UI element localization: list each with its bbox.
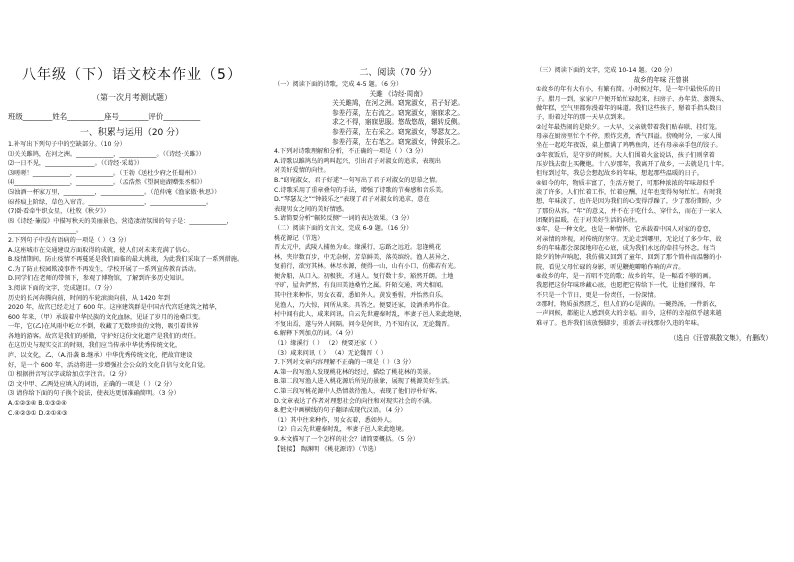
paragraph-line: 团聚的温暖，在于对美好生活的向往。 — [536, 217, 642, 224]
text-line: D.文章表达了作者对理想社会的向往和对现实社会的不满。 — [274, 397, 436, 405]
section-2-lines — [274, 147, 522, 454]
text-line: （二）阅读下面的文言文，完成 6-9 题。（16 分） — [274, 224, 413, 232]
text-line: B.疫情期间，防止疫情不再蔓延是我们面临的最大挑战，为此我们采取了一系列措施。 — [8, 256, 244, 264]
text-line: （2）自云先世避秦时乱，率妻子邑人来此绝境。 — [274, 426, 408, 434]
article-title: 故乡的年味 汪曾祺 — [633, 75, 689, 84]
text-line: 1.补写出下列句子中的空缺部分。（10 分） — [8, 141, 126, 148]
poem-line: 求之不得，寤寐思服。悠哉悠哉，辗转反侧。 — [332, 118, 464, 127]
text-line: 平旷，屋舍俨然，有良田美池桑竹之属。阡陌交通，鸡犬相闻。 — [274, 282, 448, 290]
paragraph — [536, 151, 786, 179]
text-line: 4.下列对诗歌理解和分析，不正确的一项是（ ）（3 分） — [274, 148, 427, 156]
right-column — [530, 0, 792, 562]
text-line: 2.下列句子中没有语病的一项是（ ）（3 分） — [8, 236, 131, 244]
paragraph-line: 一声问候，都能让人感到莫大的幸福。而今，这样的幸福似乎越来越 — [536, 310, 722, 318]
text-line: ⑸浊酒一杯家万里，__________，______________。（范仲淹《渔家傲·秋思》） — [8, 188, 221, 196]
paragraph-line: ⑦那时，物质虽然匮乏，但人们的心是满的。一碗热汤，一件新衣， — [536, 301, 721, 309]
paragraph — [536, 300, 786, 328]
text-line: （3）咸来问讯（ ） （4）无论魏晋（ ） — [274, 349, 387, 357]
text-line: 2020 年，故宫已经走过了 600 年。这座建筑群是中国古代宫廷建筑之精华， — [8, 304, 221, 312]
paragraph — [536, 225, 786, 272]
text-line: A.这座城市在交通建设方面取得的成就，使人们对未来充满了信心。 — [8, 246, 194, 254]
paragraph-line: 坐在一起吃年夜饭，桌上摆满了鸡鸭鱼肉，还有母亲亲手包的饺子。 — [536, 142, 722, 150]
text-line: ⑵一日不见，________________。（《诗经·采葛》） — [8, 160, 143, 168]
text-line: C.④②③① D.②①④③ — [8, 409, 68, 417]
poem-body — [274, 99, 522, 147]
paragraph-line: 压岁钱去街上买鞭炮。十八岁那年，我离开了故乡，一去就是几十年。 — [536, 160, 728, 168]
text-line: 5.请简要分析“辗转反侧”一词的表达效果。（3 分） — [274, 215, 413, 223]
text-line: ⑴ 根据拼音写汉字或给加点字注音。（2 分） — [8, 371, 131, 379]
text-line: (7)卧看牵牛织女星，（杜牧《秋夕》） — [8, 208, 110, 216]
reading-intro: （三）阅读下面的文字，完成 10-14 题。（20 分） — [536, 67, 677, 74]
text-line: 桃花源记（节选） — [274, 234, 324, 242]
paragraph-line: ⑥故乡的年，是一首唱不完的歌；故乡的年，是一幅看不够的画。 — [536, 273, 715, 281]
text-line: 7.下列对文章内容理解不正确的一项是（ ）（3 分） — [274, 359, 415, 367]
poem-line: 参差荇菜，左右流之。窈窕淑女，寤寐求之。 — [332, 108, 464, 117]
text-line: 不复出焉，遂与外人间隔。问今是何世，乃不知有汉，无论魏晋。 — [274, 320, 454, 328]
text-line: 便舍船，从口入。初极狭，才通人。复行数十步，豁然开朗。土地 — [274, 272, 454, 280]
text-line: 复前行，欲穷其林。林尽水源，便得一山，山有小口，仿佛若有光。 — [274, 263, 460, 271]
reading-intro: （一）阅读下面的诗歌，完成 4-5 题。（6 分） — [274, 81, 403, 88]
section-1-lines — [8, 140, 256, 418]
text-line: 600 年来，（甲）承载着中华民族的文化血脉，见证了岁月的沧桑巨变。 — [8, 313, 205, 321]
text-line: 一年，它(乙)在风雨中屹立不倒，收藏了无数珍贵的文物，吸引着世界 — [8, 323, 199, 331]
article-body — [536, 85, 786, 328]
text-line: D.“琴瑟友之”“钟鼓乐之”表现了君子对淑女的追求，意在 — [274, 196, 430, 204]
section-2-heading: 二、阅读（70 分） — [359, 68, 437, 78]
text-line: C.诗歌采用了重章叠句的手法，增强了诗歌的节奏感和音乐美。 — [274, 186, 448, 194]
paragraph-line: 母亲在厨房里忙个不停，煎炸烹煮，香气四溢。傍晚时分，一家人围 — [536, 132, 722, 140]
text-line: C.第三段写桃花源中人热情款待渔人，表现了他们淳朴好客。 — [274, 388, 442, 395]
text-line: B.第二段写渔人进入桃花源后所见的景象，展现了桃源美好生活。 — [274, 378, 454, 386]
paragraph-line: 不只是一个节日，更是一份责任，一份深情。 — [536, 291, 660, 299]
poem-line: 关关雎鸠，在河之洲。窈窕淑女，君子好逑。 — [332, 99, 464, 108]
text-line: ⑹苔痕上阶绿，草色入帘青。__________________，__________________。 — [8, 198, 213, 206]
text-line: 6.解释下列加点的词。（4 分） — [274, 330, 357, 338]
text-line: B.“窈窕淑女，君子好逑”一句写出了君子对淑女的思慕之情。 — [274, 176, 442, 184]
text-line: ______________________。 — [8, 227, 83, 235]
text-line: 庐、以文化，乙、（A.沿袭 B.继承）中华优秀传统文化，把故宫建设 — [8, 352, 193, 360]
poem-line: 参差荇菜，左右芼之。窈窕淑女，钟鼓乐之。 — [332, 137, 464, 146]
paragraph — [536, 85, 786, 122]
paragraph-line: 对亲情的珍视，对传统的坚守。无论走到哪里，无论过了多少年，故 — [536, 235, 722, 243]
paragraph-line: 难寻了。也许我们该放慢脚步，重新去寻找那份久违的年味。 — [536, 319, 704, 327]
page-title: 八年级（下）语文校本作业（5） — [22, 67, 242, 83]
text-line: C.为了防止校园欺凌事件不再发生，学校开展了一系列宣传教育活动。 — [8, 265, 200, 273]
paragraph-line: 想，年味淡了，也许是因为我们的心变得浮躁了，少了那份期盼，少 — [536, 198, 722, 206]
poem-line: 参差荇菜，左右采之。窈窕淑女，琴瑟友之。 — [332, 127, 464, 136]
text-line: ⑶ 请你给下面的句子换个说法，使表达更加准确简明。（3 分） — [8, 390, 180, 398]
text-line: （1）缘溪行（ ） （2）便要还家（ ） — [274, 340, 381, 348]
text-line: 历史的长河奔腾向前，时间的车轮滚滚向前，从 1420 年到 — [8, 294, 170, 302]
text-line: 【链接】 陶渊明 《桃花源诗》（节选） — [274, 445, 381, 453]
paragraph-line: ②过年最热闹的是除夕。一大早，父亲就带着我们贴春联、挂灯笼。 — [536, 123, 721, 131]
section-1-heading: 一、积累与运用（20 分） — [79, 128, 185, 138]
middle-column — [268, 0, 528, 562]
paragraph-line: 乡的年味都会深深地印在心底，成为我们永远的牵挂与怀念。每当 — [536, 245, 716, 253]
paragraph-line: 院，看见父母忙碌的身影，听见鞭炮噼啪作响的声音。 — [536, 263, 685, 271]
text-line: A.第一段写渔人发现桃花林的经过，描绘了桃花林的美景。 — [274, 368, 435, 376]
text-line: D.同学们在老师的带领下，参观了博物馆，了解到许多历史知识。 — [8, 275, 188, 283]
text-line: 林，夹岸数百步，中无杂树，芳草鲜美，落英缤纷。渔人甚异之， — [274, 253, 454, 261]
text-line: 9.本文描写了一个怎样的社会？请简要概括。（5 分） — [274, 435, 419, 443]
text-line: 表现男女之间的美好情感。 — [274, 205, 349, 213]
text-line: ⑻《诗经·蒹葭》中描写秋天的美丽景色，营造凄清氛围的句子是：____________， — [8, 217, 233, 225]
text-line: ⑶嗟嗟！____________，____________。（王勃《送杜少府之任蜀州》） — [8, 169, 200, 177]
paragraph-line: 做年糕，空气里都弥漫着年的味道。我们这些孩子，掰着手指头数日 — [536, 104, 722, 112]
paragraph — [536, 179, 786, 226]
paragraph-line: ④如今的年，物质丰富了，生活方便了，可那种浓浓的年味却似乎 — [536, 179, 715, 187]
paragraph-line: 但每到过年，我总会想起故乡的年味，想起那些温暖的日子。 — [536, 170, 704, 178]
paragraph-line: 子。腊月一到，家家户户便开始忙碌起来，扫房子、办年货、蒸馒头、 — [536, 95, 728, 103]
paragraph-line: ⑤年，是一种文化，也是一种情怀。它承载着中国人对家的眷恋， — [536, 226, 715, 234]
paragraph-line: ③年夜饭后，是守岁的时候。大人们围着火盆说话，孩子们则拿着 — [536, 151, 715, 159]
text-line: 晋太元中，武陵人捕鱼为业。缘溪行，忘路之远近。忽逢桃花 — [274, 244, 442, 252]
text-line: 3.阅读下面的文字，完成题目。（7 分） — [8, 284, 116, 292]
article-source: （选自《汪曾祺散文集》，有删改） — [669, 334, 772, 343]
paragraph-line: 了那份从容。“年”的意义，并不在于吃什么、穿什么，而在于一家人 — [536, 207, 722, 215]
text-line: 8.把文中画横线的句子翻译成现代汉语。（4 分） — [274, 407, 407, 415]
text-line: 好，是一个 600 年，活动将进一步增强社会公众的文化自信与文化自觉。 — [8, 361, 210, 369]
text-line: ⑷__________________，____________。（孟浩然《望洞庭湖赠张丞相》） — [8, 179, 206, 187]
text-line: 对美好爱情的向往。 — [274, 167, 330, 175]
paragraph-line: 除夕的钟声响起，我仿佛又回到了童年，回到了那个简朴而温馨的小 — [536, 254, 722, 262]
paragraph-line: 子，盼着过年的那一天早点到来。 — [536, 114, 629, 122]
text-line: A.①②③④ B.①③②④ — [8, 400, 67, 408]
text-line: 各地的游客。故宫是我们的骄傲，守护好这份文化遗产是我们的责任。 — [8, 332, 200, 340]
student-info-line: 班级________姓名__________座号________评价__________ — [8, 112, 201, 121]
text-line: ⑵ 文中甲、乙两处应填入的词语，正确的一项是（ ）（2 分） — [8, 380, 176, 388]
text-line: 村中闻有此人，咸来问讯。自云先世避秦时乱，率妻子邑人来此绝境， — [274, 311, 466, 319]
paragraph — [536, 123, 786, 151]
poem-title: 关雎 《诗经·周南》 — [369, 89, 427, 98]
paragraph-line: 淡了许多。人们忙着工作，忙着应酬，过年也变得匆匆忙忙。有时我 — [536, 188, 722, 196]
paragraph-line: 我愿把这份年味珍藏心底，也愿把它传给下一代，让他们懂得，年 — [536, 282, 716, 290]
text-line: 见渔人，乃大惊，问所从来。具答之。便要还家，设酒杀鸡作食。 — [274, 301, 454, 309]
page-subtitle: （第一次月考测试题） — [92, 93, 172, 102]
paragraph — [536, 272, 786, 300]
paragraph-line: ①故乡的年有大有小，有繁有简。小时候过年，是一年中最快乐的日 — [536, 86, 721, 94]
text-line: ⑴关关雎鸠，在河之洲。____________，____________。（《诗经·关雎》） — [8, 150, 205, 158]
text-line: （1）其中往来种作，男女衣着，悉如外人。 — [274, 416, 396, 424]
text-line: 其中往来种作，男女衣着，悉如外人。黄发垂髫，并怡然自乐。 — [274, 292, 448, 300]
left-column — [0, 0, 264, 562]
text-line: 在这历史与现实交汇的时刻，我们应当传承中华优秀传统文化， — [8, 342, 182, 350]
text-line: A.诗歌以雎鸠鸟的鸣叫起兴，引出君子对淑女的追求，表现出 — [274, 157, 441, 165]
